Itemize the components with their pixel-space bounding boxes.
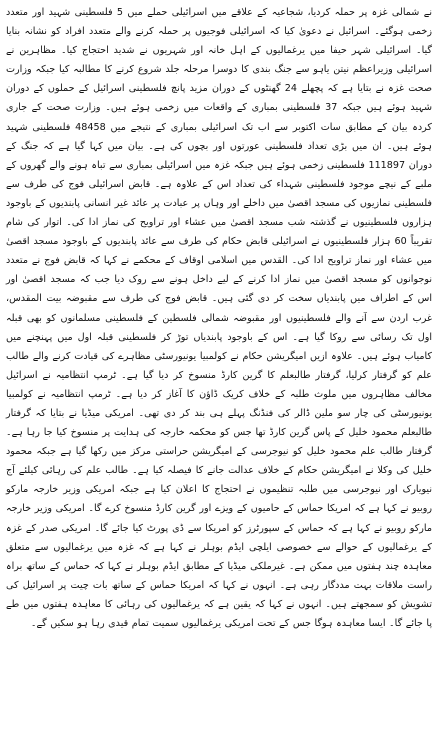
article-body-text: نے شمالی غزہ پر حملہ کردیا، شجاعیہ کے علاقے میں اسرائیلی حملے میں 5 فلسطینی شہید اور متعدد زخمی ہوگئے۔ اسرائیل نے دعویٰ کیا کہ اسرائیلی فوجیوں پر حملہ کرنے والے متعدد افراد کو نشانہ بنایا گیا۔ اسرائیلی شہر حیفا میں یرغمالیوں کے اہل خانہ اور شہریوں نے شدید احتجاج کیا۔ مظاہرین نے اسرائیلی وزیراعظم نیتن یاہو سے جنگ بندی کا دوسرا مرحلہ جلد شروع کرنے کا مطالبہ کیا جبکہ وزارت صحت غزہ نے بتایا ہے کہ پچھلے 24 گھنٹوں کے دوران مزید پانچ فلسطینی اسرائیل کے حملوں کے دوران شہید ہوئے ہیں جبکہ 37 فلسطینی بمباری کے واقعات میں زخمی ہوئے ہیں۔ وزارت صحت کے جاری کردہ بیان کے مطابق سات اکتوبر سے اب تک اسرائیلی بمباری کے نتیجے میں 48458 فلسطینی شہید ہوئے ہیں۔ ان میں بڑی تعداد فلسطینی عورتوں اور بچوں کی ہے۔ بیان میں کہا گیا ہے کہ جنگ کے دوران 111897 فلسطینی زخمی ہوئے ہیں جبکہ غزہ میں اسرائیلی بمباری سے تباہ ہونے والے گھروں کے ملبے کے نیچے موجود فلسطینی شہداء کی تعداد اس کے علاوہ ہے۔ قابض اسرائیلی فوج کی طرف سے فلسطینی نمازیوں کی مسجد اقصیٰ میں داخلے اور وہاں پر عبادت پر عائد غیر انسانی پابندیوں کے باوجود ہزاروں فلسطینیوں نے گذشتہ شب مسجد اقصیٰ میں عشاء اور تراویح کی نماز ادا کی۔ اتوار کی شام تقریباً 60 ہزار فلسطینیوں نے اسرائیلی قابض حکام کی طرف سے عائد پابندیوں کے باوجود مسجد اقصیٰ میں عشاء اور نماز تراویح ادا کی۔ القدس میں اسلامی اوقاف کے محکمے نے کہا کہ قابض فوج نے متعدد نوجوانوں کو مسجد اقصیٰ میں نماز ادا کرنے کے لیے داخل ہونے سے روک دیا جب کہ مسجد اقصیٰ اور اس کے اطراف میں پابندیاں سخت کر دی گئی ہیں۔ قابض فوج کی طرف سے مقبوضہ بیت المقدس، غرب اردن سے آنے والے فلسطینیوں اور مقبوضہ شمالی فلسطین کے فلسطینی مسلمانوں کو بھی قبلہ اول تک رسائی سے روکا گیا ہے۔ اس کے باوجود پابندیاں توڑ کر فلسطینی قبلہ اول میں پہنچنے میں کامیاب ہوئے ہیں۔ علاوہ ازیں امیگریشن حکام نے کولمبیا یونیورسٹی مظاہرے کی قیادت کرنے والے طالب علم کو گرفتار کرلیا، گرفتار طالبعلم کا گرین کارڈ منسوخ کر دیا گیا ہے۔ ٹرمپ انتظامیہ نے اسرائیل مخالف مظاہروں میں ملوث طلبہ کے خلاف کریک ڈاؤن کا آغاز کر دیا ہے۔ ٹرمپ انتظامیہ نے کولمبیا یونیورسٹی کی چار سو ملین ڈالر کی فنڈنگ پہلے ہی بند کر دی تھی۔ امریکی میڈیا نے بتایا کہ گرفتار طالبعلم محمود خلیل کے پاس گرین کارڈ تھا جس کو محکمہ خارجہ کی ہدایت پر منسوخ کیا جا رہا ہے۔ گرفتار طالب علم محمود خلیل کو نیوجرسی کے امیگریشن حراستی مرکز میں رکھا گیا ہے جبکہ محمود خلیل کی وکلا نے امیگریشن حکام کے خلاف عدالت جانے کا فیصلہ کیا ہے۔ طالب علم کی رہائی کیلئے آج نیویارک اور نیوجرسی میں طلبہ تنظیموں نے احتجاج کا اعلان کیا ہے جبکہ امریکی وزیر خارجہ مارکو روبیو نے کہا ہے کہ امریکا حماس کے حامیوں کے ویزے اور گرین کارڈ منسوخ کرے گا۔ امریکی وزیر خارجہ مارکو روبیو نے کہا ہے کہ حماس کے سپورٹرز کو امریکا سے ڈی پورٹ کیا جائے گا۔ امریکی صدر کے غزہ کے یرغمالیوں کے حوالے سے خصوصی ایلچی ایڈم بوہلر نے کہا ہے کہ غزہ میں یرغمالیوں سے متعلق معاہدہ چند ہفتوں میں ممکن ہے۔ غیرملکی میڈیا کے مطابق ایڈم بوہلر نے کہا کہ حماس کے ساتھ براہ راست ملاقات بہت مددگار رہی ہے۔ انہوں نے کہا کہ امریکا حماس کے ساتھ بات چیت پر اسرائیل کی تشویش کو سمجھتے ہیں۔ انہوں نے کہا کہ یقین ہے کہ یرغمالیوں کی رہائی کا معاہدہ ہفتوں میں طے پا جائے گا۔ ایسا معاہدہ ہوگا جس کے تحت امریکی یرغمالیوں سمیت تمام قیدی رہا ہو سکیں گے۔ xyxy=(6,7,432,629)
